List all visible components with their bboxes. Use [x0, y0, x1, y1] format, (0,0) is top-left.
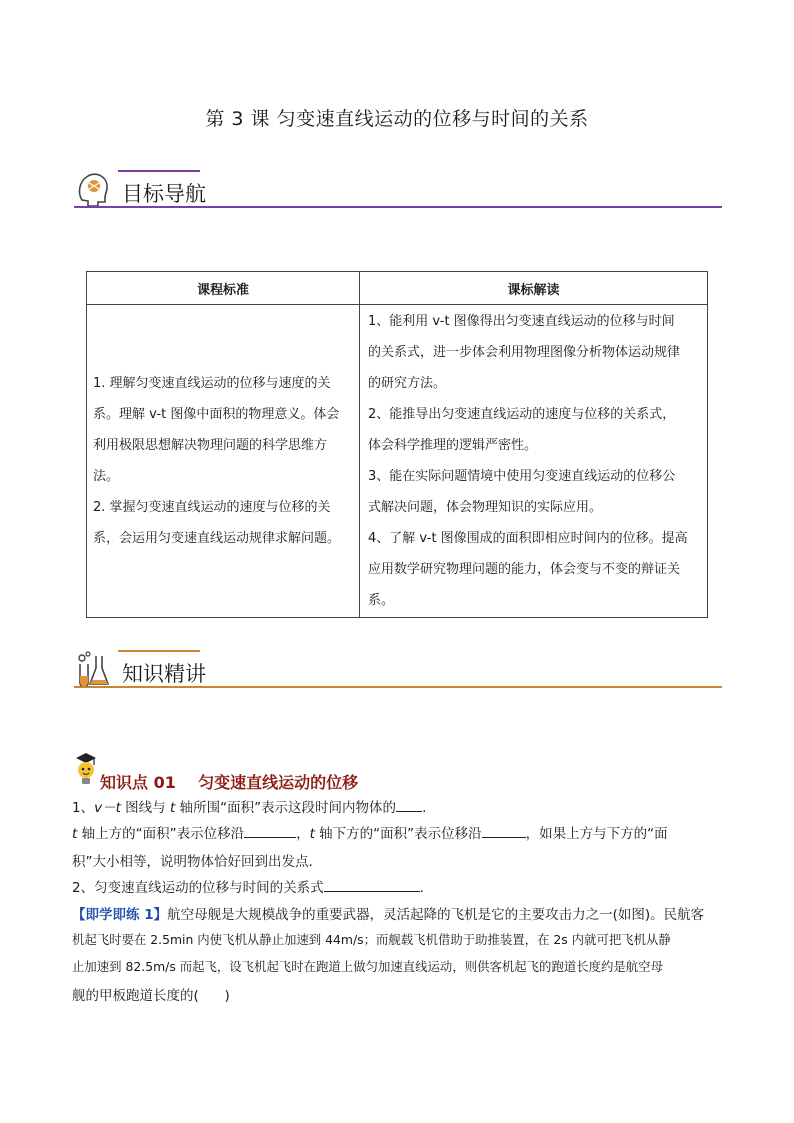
kp-text: .: [419, 880, 424, 896]
cell-line: 的关系式，进一步体会利用物理图像分析物体运动规律: [368, 345, 681, 360]
brain-head-icon: [74, 170, 114, 210]
kp-line-1: [72, 796, 426, 816]
table-header-row: [87, 272, 708, 305]
cell-line: 系。理解 v-t 图像中面积的物理意义。体会: [93, 407, 340, 422]
cell-line: 式解决问题，体会物理知识的实际应用。: [368, 500, 603, 515]
fill-blank: [396, 799, 422, 812]
cell-line: 4、了解 v-t 图像围成的面积即相应时间内的位移。提高: [368, 531, 688, 546]
cell-line: 1、能利用 v-t 图像得出匀变速直线运动的位移与时间: [368, 314, 675, 329]
section-deco-line: [118, 650, 200, 652]
kp-text: 图线与: [120, 800, 170, 816]
cell-line: 的研究方法。: [368, 376, 447, 391]
section-label-goal: 目标导航: [122, 182, 206, 206]
table-cell-interpretation: [360, 305, 708, 618]
section-label-knowledge: 知识精讲: [122, 662, 206, 686]
kp-var: t: [72, 826, 78, 842]
section-header-knowledge: [74, 650, 722, 690]
cell-line: 应用数学研究物理问题的能力，体会变与不变的辩证关: [368, 562, 681, 577]
exercise-line: [72, 903, 704, 923]
curriculum-table: [86, 271, 708, 618]
exercise-text: 航空母舰是大规模战争的重要武器，灵活起降的飞机是它的主要攻击力之一(如图)。民航客: [167, 907, 705, 923]
section-header-goal: [74, 170, 722, 210]
fill-blank: [324, 879, 420, 892]
kp-var: v－t: [94, 800, 121, 816]
kp-line-3: 积”大小相等，说明物体恰好回到出发点.: [72, 854, 313, 870]
cell-line: 2、能推导出匀变速直线运动的速度与位移的关系式，: [368, 407, 676, 422]
kp-text: ，如果上方与下方的“面: [525, 826, 668, 842]
section-deco-line: [118, 170, 200, 172]
exercise-tag: 【即学即练 1】: [72, 907, 168, 923]
cell-line: 系。: [368, 593, 395, 608]
page-title: 第 3 课 匀变速直线运动的位移与时间的关系: [205, 108, 589, 130]
lab-flask-icon: [74, 650, 114, 690]
cell-line: 2. 掌握匀变速直线运动的速度与位移的关: [93, 500, 331, 515]
section-rule: [74, 686, 722, 688]
cell-line: 系，会运用匀变速直线运动规律求解问题。: [93, 531, 341, 546]
kp-text: 2、匀变速直线运动的位移与时间的关系式: [72, 880, 324, 896]
fill-blank: [244, 825, 296, 838]
table-cell-standard: [87, 305, 360, 618]
exercise-line: 机起飞时要在 2.5min 内使飞机从静止加速到 44m/s；而舰载飞机借助于助推装置，在 2s 内就可把飞机从静: [72, 932, 671, 947]
cell-line: 体会科学推理的逻辑严密性。: [368, 438, 538, 453]
kp-line-2: [72, 822, 722, 842]
exercise-line: 止加速到 82.5m/s 而起飞，设飞机起飞时在跑道上做匀加速直线运动，则供客机起飞的跑道长度约是航空母: [72, 959, 663, 974]
table-header-interpretation: 课标解读: [360, 272, 708, 305]
kp-text: 轴所围“面积”表示这段时间内物体的: [175, 800, 397, 816]
graduate-bulb-icon: [72, 752, 100, 788]
cell-line: 1. 理解匀变速直线运动的位移与速度的关: [93, 376, 331, 391]
table-header-standard: 课程标准: [87, 272, 360, 305]
kp-text: 1、: [72, 800, 95, 816]
section-rule: [74, 206, 722, 208]
kp-text: .: [422, 800, 427, 816]
kp-text: ，: [296, 826, 310, 842]
kp-text: 轴下方的“面积”表示位移沿: [314, 826, 482, 842]
kp-var: t: [309, 826, 315, 842]
fill-blank: [482, 825, 526, 838]
kp-text: 轴上方的“面积”表示位移沿: [77, 826, 245, 842]
kp-line-4: [72, 876, 424, 896]
exercise-line: 舰的甲板跑道长度的( ): [72, 988, 230, 1004]
knowledge-point-title: 知识点 01 匀变速直线运动的位移: [100, 773, 359, 792]
cell-line: 法。: [93, 469, 120, 484]
cell-line: 利用极限思想解决物理问题的科学思维方: [93, 438, 328, 453]
cell-line: 3、能在实际问题情境中使用匀变速直线运动的位移公: [368, 469, 676, 484]
table-row: [87, 305, 708, 618]
kp-var: t: [169, 800, 176, 816]
